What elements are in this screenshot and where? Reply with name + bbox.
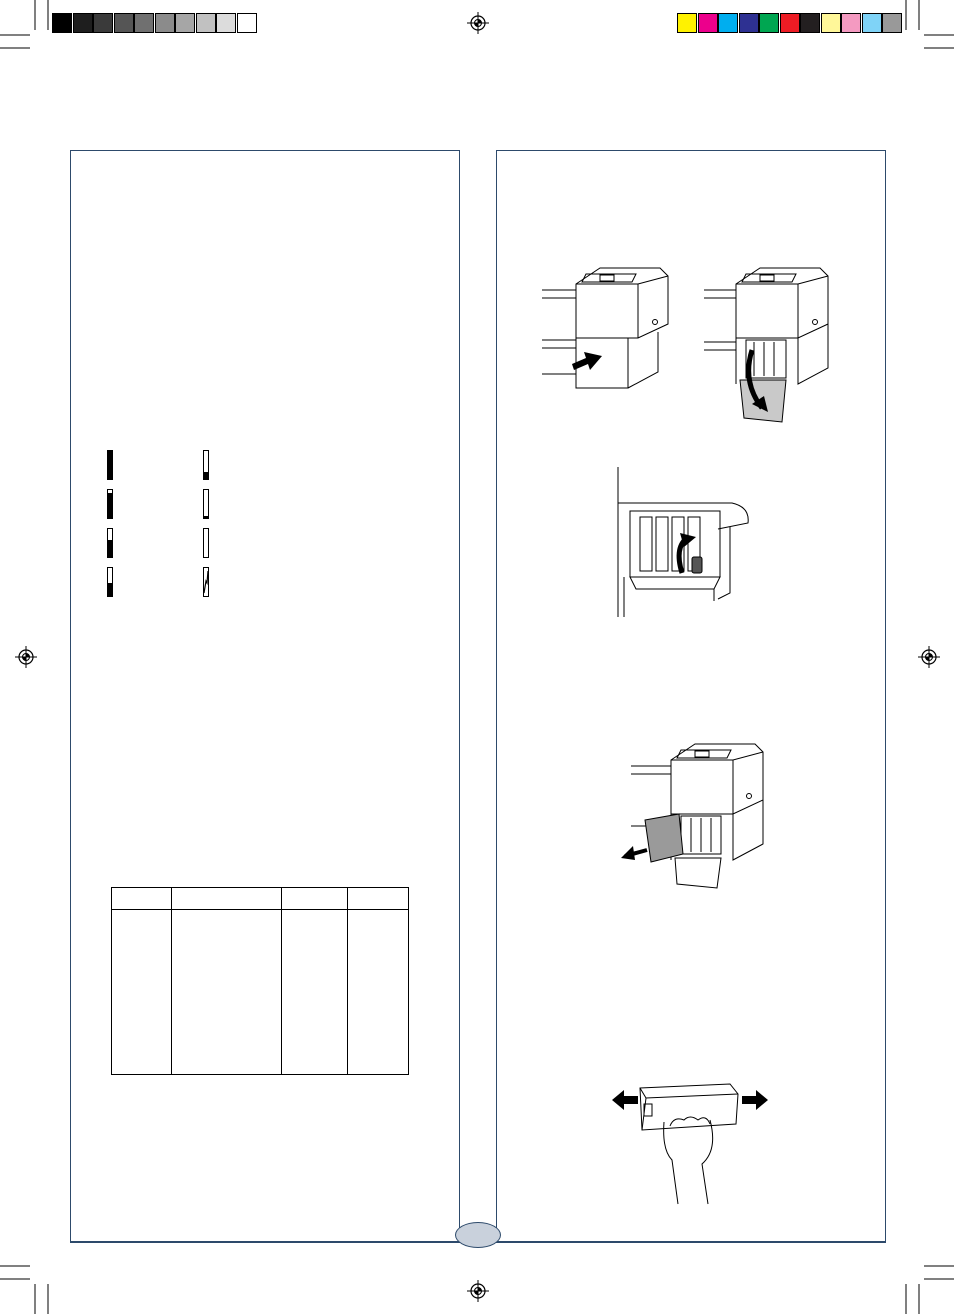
shake-cartridge-illustration — [612, 1080, 768, 1208]
ink-error-mark — [203, 567, 209, 597]
ink-level-fill — [204, 516, 208, 518]
ink-level-fill — [108, 451, 112, 479]
ink-level-fill — [108, 583, 112, 596]
printer-press-cover-illustration — [540, 262, 680, 394]
ink-level-gauge — [203, 528, 209, 558]
ink-level-fill — [108, 493, 112, 518]
ink-lever-raise-illustration — [604, 467, 752, 619]
remove-cartridge-illustration — [621, 738, 767, 892]
ink-cartridge-table — [111, 887, 409, 1075]
page-number-tab — [455, 1222, 501, 1248]
left-page-frame — [70, 150, 460, 1243]
ink-level-gauge — [203, 489, 209, 519]
ink-level-fill — [204, 472, 208, 479]
ink-level-gauge — [203, 567, 209, 597]
ink-level-fill — [108, 540, 112, 557]
ink-level-gauge — [203, 450, 209, 480]
ink-level-gauge — [107, 528, 113, 558]
printer-cover-open-illustration — [702, 262, 842, 424]
ink-level-gauge — [107, 567, 113, 597]
ink-level-gauge — [107, 450, 113, 480]
ink-level-gauge — [107, 489, 113, 519]
